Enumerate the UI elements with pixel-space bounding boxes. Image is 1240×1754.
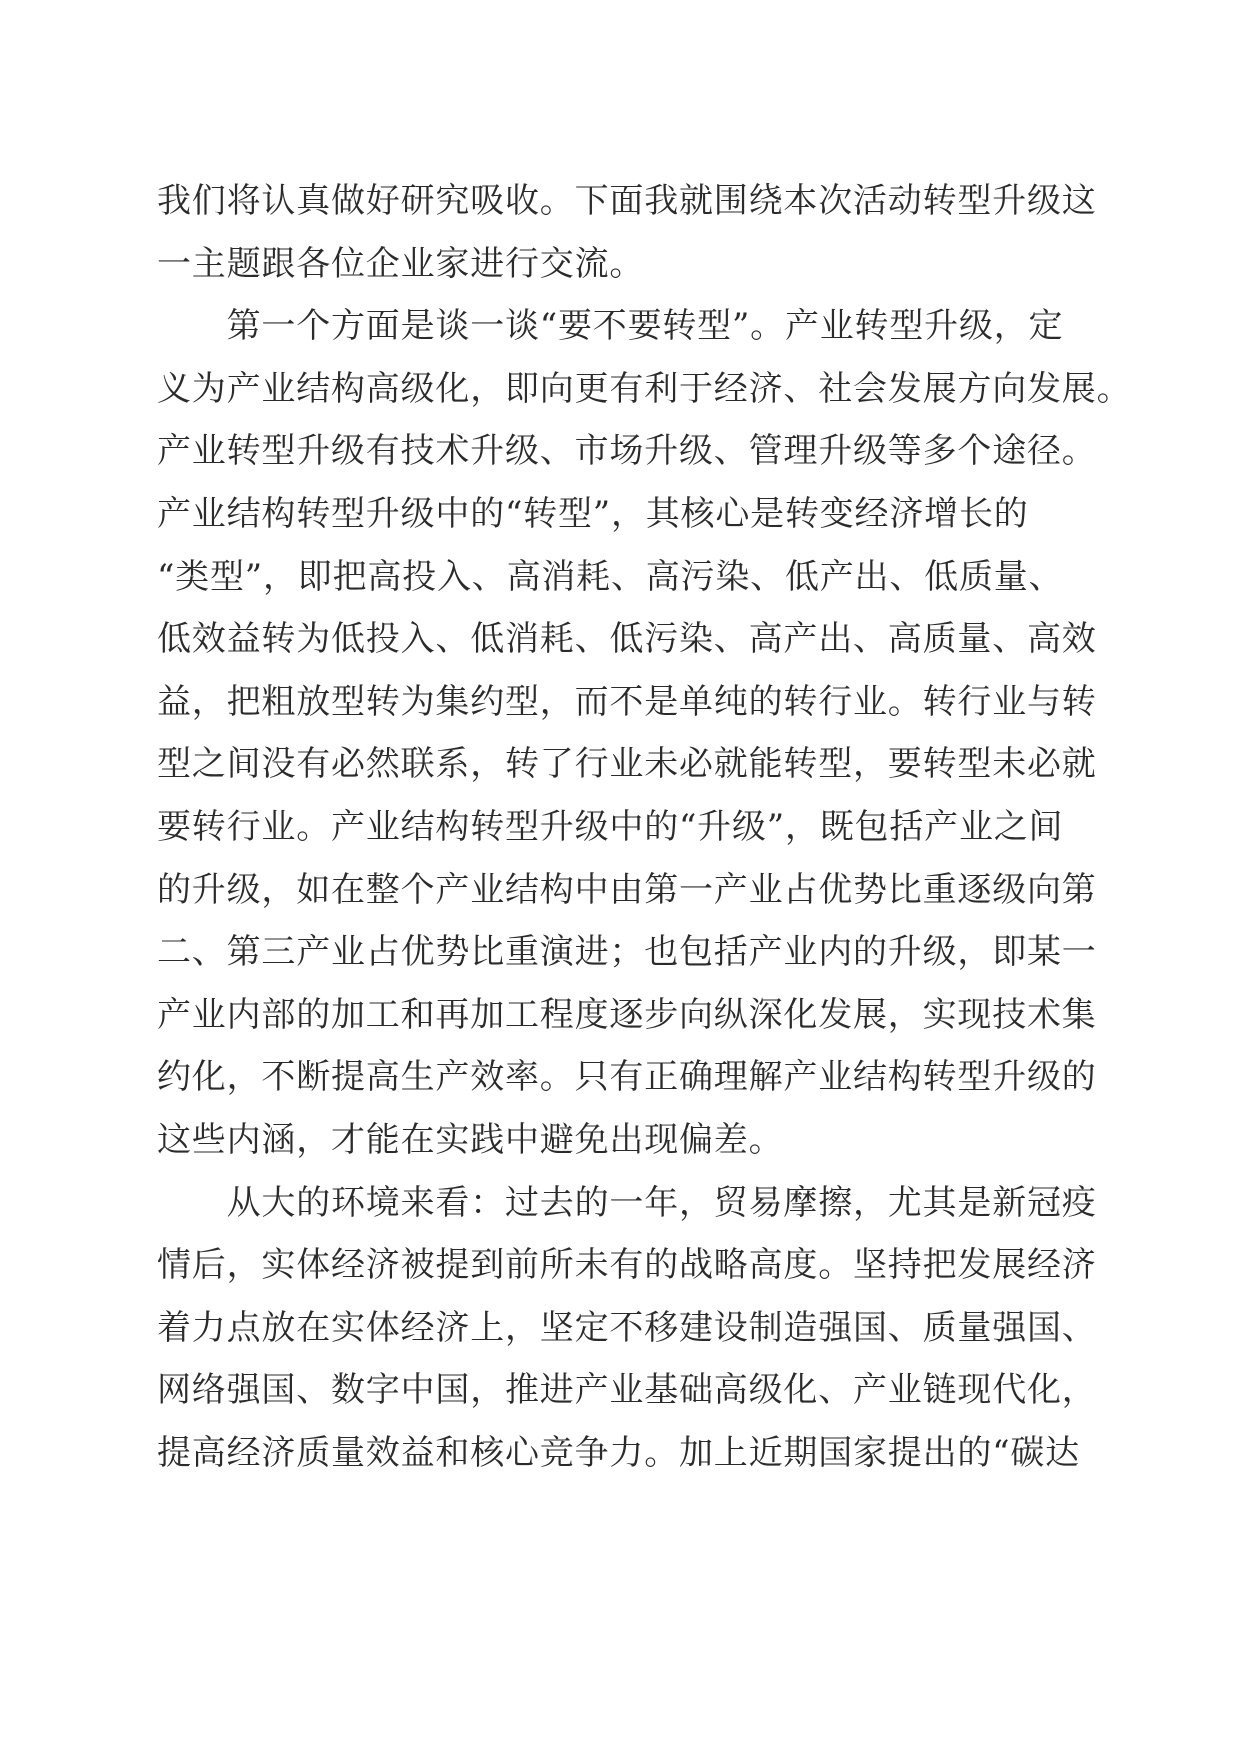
text-line: 情后，实体经济被提到前所未有的战略高度。坚持把发展经济 [157, 1245, 1097, 1286]
text-line: 一主题跟各位企业家进行交流。 [157, 243, 645, 284]
text-line: 提高经济质量效益和核心竞争力。加上近期国家提出的“碳达 [157, 1432, 1080, 1473]
text-line: 要转行业。产业结构转型升级中的“升级”，既包括产业之间 [157, 806, 1064, 847]
text-line: 二、第三产业占优势比重演进；也包括产业内的升级，即某一 [157, 932, 1097, 973]
text-line: 从大的环境来看：过去的一年，贸易摩擦，尤其是新冠疫 [157, 1182, 1097, 1223]
text-line: 约化，不断提高生产效率。只有正确理解产业结构转型升级的 [157, 1057, 1097, 1098]
text-line: 网络强国、数字中国，推进产业基础高级化、产业链现代化， [157, 1370, 1097, 1411]
body-text [157, 170, 1132, 1484]
text-line: “类型”，即把高投入、高消耗、高污染、低产出、低质量、 [157, 556, 1064, 597]
text-line: 产业内部的加工和再加工程度逐步向纵深化发展，实现技术集 [157, 994, 1097, 1035]
text-line: 这些内涵，才能在实践中避免出现偏差。 [157, 1119, 784, 1160]
text-line: 产业转型升级有技术升级、市场升级、管理升级等多个途径。 [157, 431, 1097, 472]
text-line: 产业结构转型升级中的“转型”，其核心是转变经济增长的 [157, 493, 1029, 534]
text-line: 益，把粗放型转为集约型，而不是单纯的转行业。转行业与转 [157, 681, 1097, 722]
text-line: 的升级，如在整个产业结构中由第一产业占优势比重逐级向第 [157, 869, 1097, 910]
text-line: 型之间没有必然联系，转了行业未必就能转型，要转型未必就 [157, 744, 1097, 785]
text-line: 义为产业结构高级化，即向更有利于经济、社会发展方向发展。 [157, 368, 1132, 409]
text-line: 低效益转为低投入、低消耗、低污染、高产出、高质量、高效 [157, 619, 1097, 660]
text-line: 着力点放在实体经济上，坚定不移建设制造强国、质量强国、 [157, 1307, 1097, 1348]
text-line: 第一个方面是谈一谈“要不要转型”。产业转型升级，定 [157, 306, 1064, 347]
text-line: 我们将认真做好研究吸收。下面我就围绕本次活动转型升级这 [157, 181, 1097, 221]
